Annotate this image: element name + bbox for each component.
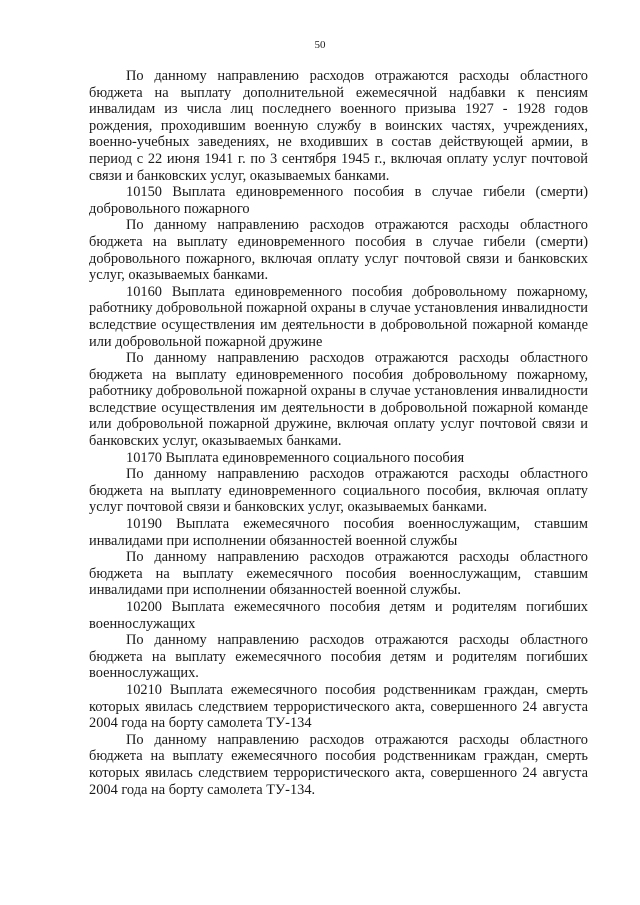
page-number: 50	[314, 39, 326, 51]
paragraph: По данному направлению расходов отражаются расходы областного бюджета на выплату дополнительной ежемесячной надбавки к пенсиям инвалидам из числа лиц последнего военного призыва 1927 - 1928 годов рождения, проходившим военную службу в воинских частях, учреждениях, военно-учебных заведениях, не входивших в состав действующей армии, в период с 22 июня 1941 г. по 3 сентября 1945 г., включая оплату услуг почтовой связи и банковских услуг, оказываемых банками.	[89, 68, 588, 184]
paragraph: По данному направлению расходов отражаются расходы областного бюджета на выплату ежемесячного пособия детям и родителям погибших военнослужащих.	[89, 632, 588, 682]
section-heading: 10200 Выплата ежемесячного пособия детям и родителям погибших военнослужащих	[89, 599, 588, 632]
section-heading: 10160 Выплата единовременного пособия добровольному пожарному, работнику добровольной пожарной охраны в случае установления инвалидности вследствие осуществления им деятельности в добровольной пожарной команде или добровольной пожарной дружине	[89, 283, 588, 350]
section-heading: 10210 Выплата ежемесячного пособия родственникам граждан, смерть которых явилась следствием террористического акта, совершенного 24 августа 2004 года на борту самолета ТУ-134	[89, 681, 588, 732]
paragraph: По данному направлению расходов отражаются расходы областного бюджета на выплату единовременного пособия в случае гибели (смерти) добровольного пожарного, включая оплату услуг почтовой связи и банковских услуг, оказываемых банками.	[89, 217, 588, 284]
section-heading: 10170 Выплата единовременного социального пособия	[126, 449, 465, 466]
section-heading: 10190 Выплата ежемесячного пособия военнослужащим, ставшим инвалидами при исполнении обязанностей военной службы	[89, 516, 588, 549]
paragraph: По данному направлению расходов отражаются расходы областного бюджета на выплату единовременного пособия добровольному пожарному, работнику добровольной пожарной охраны в случае установления инвалидности вследствие осуществления им деятельности в добровольной пожарной команде или добровольной пожарной дружине, включая оплату услуг почтовой связи и банковских услуг, оказываемых банками.	[89, 350, 588, 450]
paragraph: По данному направлению расходов отражаются расходы областного бюджета на выплату ежемесячного пособия военнослужащим, ставшим инвалидами при исполнении обязанностей военной службы.	[89, 549, 588, 599]
document-body	[89, 68, 588, 798]
paragraph: По данному направлению расходов отражаются расходы областного бюджета на выплату единовременного социального пособия, включая оплату услуг почтовой связи и банковских услуг, оказываемых банками.	[89, 466, 588, 516]
paragraph: По данному направлению расходов отражаются расходы областного бюджета на выплату ежемесячного пособия родственникам граждан, смерть которых явилась следствием террористического акта, совершенного 24 августа 2004 года на борту самолета ТУ-134.	[89, 731, 588, 798]
section-heading: 10150 Выплата единовременного пособия в случае гибели (смерти) добровольного пожарного	[89, 184, 588, 217]
